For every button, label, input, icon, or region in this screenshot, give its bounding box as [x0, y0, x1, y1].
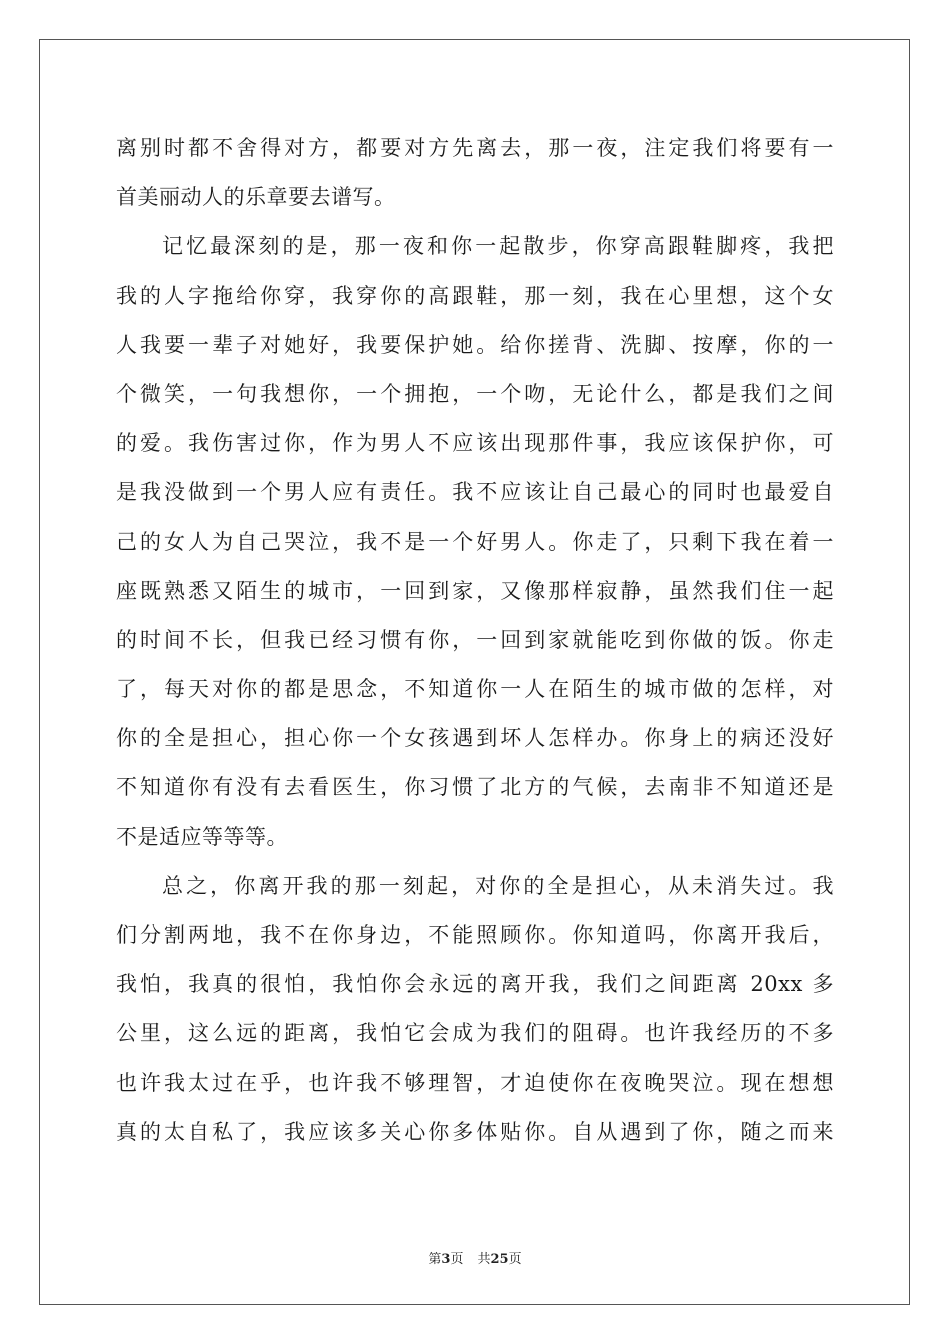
text-line: 真的太自私了，我应该多关心你多体贴你。自从遇到了你，随之而来: [116, 1119, 834, 1144]
text-line: 离别时都不舍得对方，都要对方先离去，那一夜，注定我们将要有一: [116, 136, 834, 160]
text-line: 记忆最深刻的是，那一夜和你一起散步，你穿高跟鞋脚疼，我把: [162, 234, 834, 259]
text-line: 们分割两地，我不在你身边，不能照顾你。你知道吗，你离开我后，: [116, 923, 834, 947]
total-prefix: 共: [477, 1252, 491, 1267]
text-line: 人我要一辈子对她好，我要保护她。给你搓背、洗脚、按摩，你的一: [116, 332, 834, 357]
document-body: [116, 124, 834, 1157]
current-page-number: 3: [441, 1252, 451, 1267]
text-line: 不知道你有没有去看医生，你习惯了北方的气候，去南非不知道还是: [116, 775, 834, 800]
text-line: 公里，这么远的距离，我怕它会成为我们的阻碍。也许我经历的不多: [116, 1021, 834, 1046]
text-line: 是我没做到一个男人应有责任。我不应该让自己最心的同时也最爱自: [116, 480, 834, 505]
text-line: 座既熟悉又陌生的城市，一回到家，又像那样寂静，虽然我们住一起: [116, 578, 834, 603]
text-line: 个微笑，一句我想你，一个拥抱，一个吻，无论什么，都是我们之间: [116, 381, 834, 406]
page-footer: [0, 1248, 950, 1267]
text-line: 我的人字拖给你穿，我穿你的高跟鞋，那一刻，我在心里想，这个女: [116, 283, 834, 308]
text-line: 的时间不长，但我已经习惯有你，一回到家就能吃到你做的饭。你走: [116, 627, 834, 652]
text-line: 我怕，我真的很怕，我怕你会永远的离开我，我们之间距离 20xx 多: [116, 972, 834, 997]
text-line: 也许我太过在乎，也许我不够理智，才迫使你在夜晚哭泣。现在想想: [116, 1070, 834, 1095]
page-prefix: 第: [428, 1252, 442, 1267]
page-unit: 页: [450, 1252, 464, 1267]
text-line: 己的女人为自己哭泣，我不是一个好男人。你走了，只剩下我在着一: [116, 529, 834, 554]
total-page-count: 25: [490, 1252, 509, 1267]
text-line: 的爱。我伤害过你，作为男人不应该出现那件事，我应该保护你，可: [116, 431, 834, 456]
text-line: 不是适应等等等。: [116, 824, 288, 849]
text-line: 你的全是担心，担心你一个女孩遇到坏人怎样办。你身上的病还没好: [116, 726, 834, 751]
total-unit: 页: [508, 1252, 522, 1267]
text-line: 首美丽动人的乐章要去谱写。: [116, 185, 396, 210]
text-line: 了，每天对你的都是思念，不知道你一人在陌生的城市做的怎样，对: [116, 677, 834, 702]
text-line: 总之，你离开我的那一刻起，对你的全是担心，从未消失过。我: [162, 873, 834, 898]
